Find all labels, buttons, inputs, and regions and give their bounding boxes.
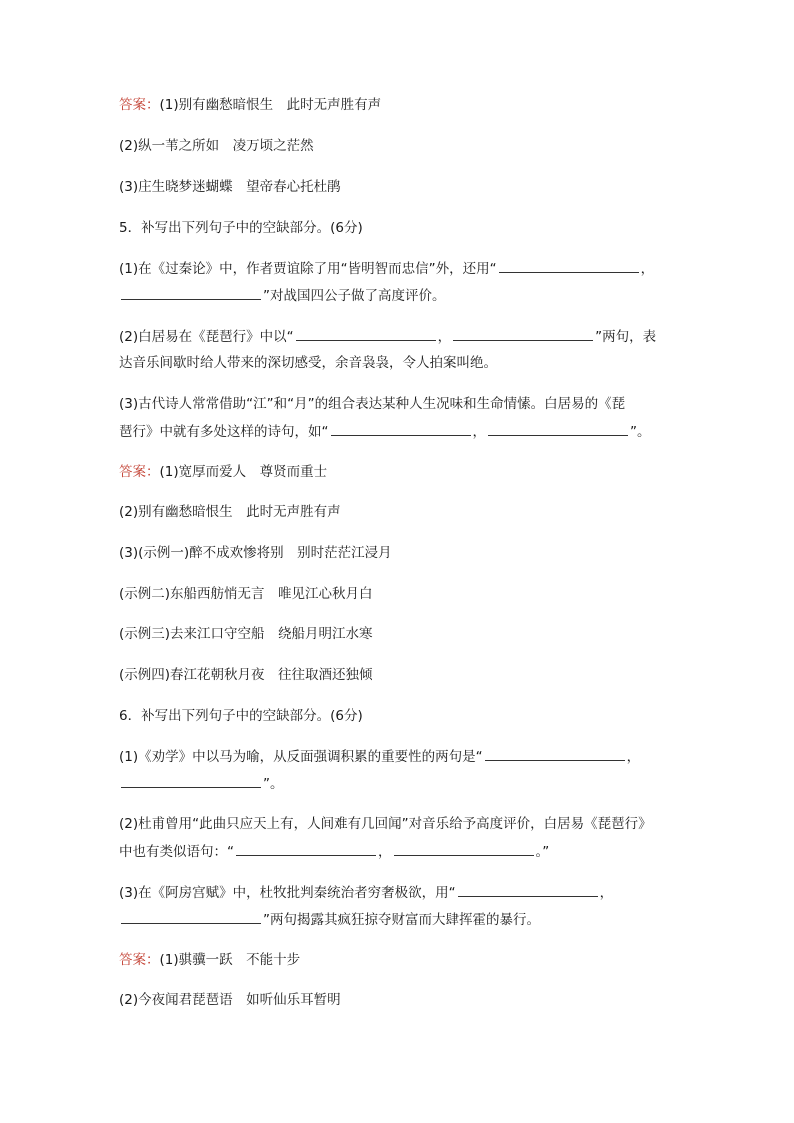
question-line: (3)古代诗人常常借助“江”和“月”的组合表达某种人生况味和生命情愫。白居易的《琵: [119, 396, 626, 412]
question-line: [119, 882, 613, 903]
text: 中也有类似语句：“: [119, 844, 234, 860]
text: ，: [599, 885, 614, 901]
answer-line: (示例三)去来江口守空船 绕船月明江水寒: [119, 626, 373, 642]
fill-blank: [121, 285, 261, 300]
fill-blank: [488, 421, 628, 436]
question-title: 5．补写出下列句子中的空缺部分。(6分): [119, 220, 363, 236]
answer-line: (2)今夜闻君琵琶语 如听仙乐耳暂明: [119, 992, 341, 1008]
text: ”两句揭露其疯狂掠夺财富而大肆挥霍的暴行。: [263, 912, 540, 928]
fill-blank: [121, 773, 261, 788]
text: 。”: [535, 844, 550, 860]
fill-blank: [453, 326, 593, 341]
question-line: [119, 258, 654, 279]
question-line: [119, 421, 651, 442]
text: 琶行》中就有多处这样的诗句，如“: [119, 424, 329, 440]
answer-line: (3)庄生晓梦迷蝴蝶 望帝春心托杜鹃: [119, 179, 341, 195]
answer-line: (示例二)东船西舫悄无言 唯见江心秋月白: [119, 586, 373, 602]
text: ”两句，表: [595, 329, 657, 345]
text: ，: [437, 329, 452, 345]
text: ，: [626, 749, 641, 765]
answer-line: (3)(示例一)醉不成欢惨将别 别时茫茫江浸月: [119, 545, 392, 561]
question-line: [119, 326, 656, 347]
answer-label: 答案：: [119, 97, 160, 113]
fill-blank: [296, 326, 436, 341]
fill-blank: [499, 258, 639, 273]
answer-line: [119, 462, 327, 482]
question-line: [119, 909, 540, 930]
answer-line: (2)纵一苇之所如 凌万顷之茫然: [119, 138, 314, 154]
fill-blank: [331, 421, 471, 436]
fill-blank: [236, 841, 376, 856]
answer-text: (1)别有幽愁暗恨生 此时无声胜有声: [159, 97, 382, 113]
text: ”。: [263, 776, 284, 792]
answer-line: [119, 950, 300, 970]
question-line: [119, 841, 549, 862]
answer-line: [119, 95, 381, 115]
answer-line: (示例四)春江花朝秋月夜 往往取酒还独倾: [119, 667, 373, 683]
fill-blank: [485, 746, 625, 761]
fill-blank: [121, 909, 261, 924]
question-line: [119, 773, 284, 794]
answer-text: (1)骐骥一跃 不能十步: [159, 952, 301, 968]
text: (3)在《阿房宫赋》中，杜牧批判秦统治者穷奢极欲，用“: [119, 885, 456, 901]
question-line: (2)杜甫曾用“此曲只应天上有，人间难有几回闻”对音乐给予高度评价，白居易《琵琶行》: [119, 816, 652, 832]
answer-text: (1)宽厚而爱人 尊贤而重士: [159, 464, 328, 480]
fill-blank: [458, 882, 598, 897]
text: (1)在《过秦论》中，作者贾谊除了用“皆明智而忠信”外，还用“: [119, 261, 497, 277]
answer-label: 答案：: [119, 464, 160, 480]
text: ，: [640, 261, 655, 277]
question-line: [119, 285, 446, 306]
text: (1)《劝学》中以马为喻，从反面强调积累的重要性的两句是“: [119, 749, 483, 765]
question-line: [119, 746, 640, 767]
text: ”。: [630, 424, 651, 440]
answer-label: 答案：: [119, 952, 160, 968]
text: ”对战国四公子做了高度评价。: [263, 288, 446, 304]
text: ，: [378, 844, 392, 860]
text: (2)白居易在《琵琶行》中以“: [119, 329, 294, 345]
answer-line: (2)别有幽愁暗恨生 此时无声胜有声: [119, 504, 341, 520]
question-line: 达音乐间歇时给人带来的深切感受，余音袅袅，令人拍案叫绝。: [119, 355, 497, 371]
fill-blank: [394, 841, 534, 856]
text: ，: [472, 424, 486, 440]
question-title: 6．补写出下列句子中的空缺部分。(6分): [119, 708, 363, 724]
